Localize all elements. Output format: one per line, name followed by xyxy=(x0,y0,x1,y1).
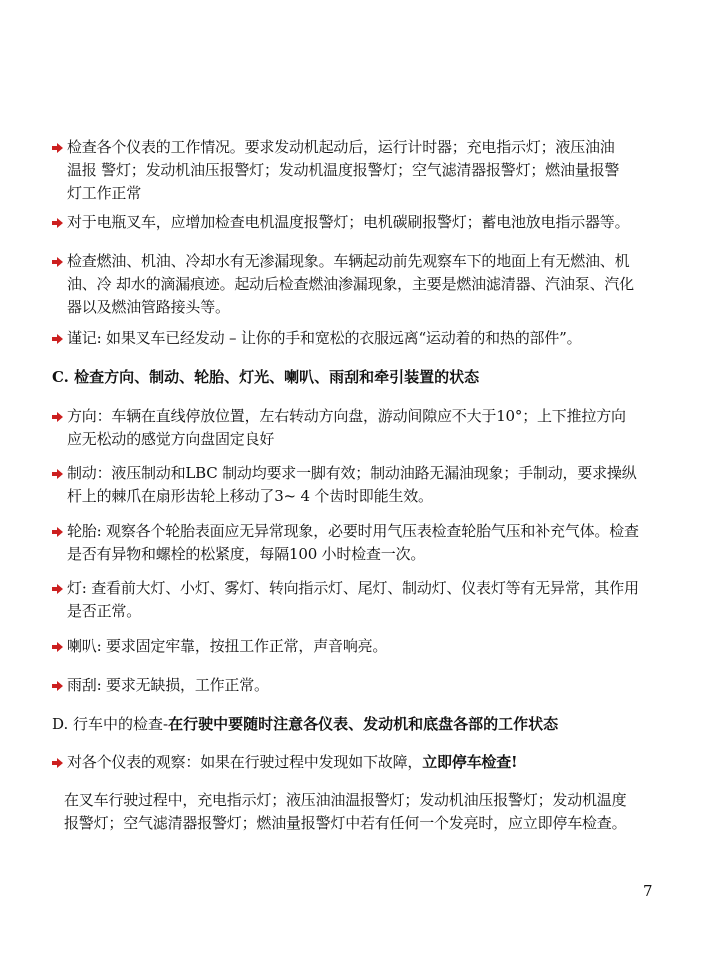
item-line: 谨记: 如果叉车已经发动 – 让你的手和宽松的衣服远离“运动着的和热的部件”。 xyxy=(67,329,582,347)
list-item xyxy=(52,635,692,658)
item-line: 制动：液压制动和LBC 制动均要求一脚有效；制动油路无漏油现象；手制动，要求操纵 xyxy=(67,464,637,482)
red-arrow-bullet-icon xyxy=(52,681,63,691)
item-line: 喇叭: 要求固定牢靠，按扭工作正常，声音响亮。 xyxy=(67,637,388,655)
item-line: 轮胎: 观察各个轮胎表面应无异常现象，必要时用气压表检查轮胎气压和补充气体。检查 xyxy=(67,522,639,540)
red-arrow-bullet-icon xyxy=(52,218,63,228)
paragraph xyxy=(64,789,684,835)
item-line: 对于电瓶叉车，应增加检查电机温度报警灯；电机碳刷报警灯；蓄电池放电指示器等。 xyxy=(67,213,630,231)
item-line: 应无松动的感觉方向盘固定良好 xyxy=(67,430,275,448)
red-arrow-bullet-icon xyxy=(52,334,63,344)
list-item xyxy=(52,577,692,623)
red-arrow-bullet-icon xyxy=(52,412,63,422)
section-c-heading: C. 检查方向、制动、轮胎、灯光、喇叭、雨刮和牵引装置的状态 xyxy=(52,368,480,386)
item-line: 灯工作正常 xyxy=(67,184,142,202)
item-line: 杆上的棘爪在扇形齿轮上移动了3~ 4 个齿时即能生效。 xyxy=(67,487,433,505)
item-line: 灯: 查看前大灯、小灯、雾灯、转向指示灯、尾灯、制动灯、仪表灯等有无异常，其作用 xyxy=(67,579,639,597)
item-line: 是否有异物和螺栓的松紧度，每隔100 小时检查一次。 xyxy=(67,545,426,563)
section-d-title: 在行驶中要随时注意各仪表、发动机和底盘各部的工作状态 xyxy=(168,715,559,733)
red-arrow-bullet-icon xyxy=(52,469,63,479)
item-line: 温报 警灯；发动机油压报警灯；发动机温度报警灯；空气滤清器报警灯；燃油量报警 xyxy=(67,161,620,179)
list-item xyxy=(52,674,692,697)
page-number: 7 xyxy=(643,882,653,900)
list-item xyxy=(52,405,692,451)
list-item xyxy=(52,136,692,205)
item-line: 是否正常。 xyxy=(67,602,142,620)
item-line: 雨刮: 要求无缺损，工作正常。 xyxy=(67,676,269,694)
list-item xyxy=(52,462,692,508)
item-d-text: 对各个仪表的观察：如果在行驶过程中发现如下故障， xyxy=(67,753,423,771)
item-d-bold: 立即停车检查! xyxy=(422,753,518,771)
item-line: 器以及燃油管路接头等。 xyxy=(67,298,230,316)
item-line: 油、冷 却水的滴漏痕迹。起动后检查燃油渗漏现象，主要是燃油滤清器、汽油泵、汽化 xyxy=(67,275,634,293)
red-arrow-bullet-icon xyxy=(52,527,63,537)
list-item xyxy=(52,327,692,350)
item-line xyxy=(67,751,692,774)
section-d-heading xyxy=(52,713,692,736)
item-line: 检查燃油、机油、冷却水有无渗漏现象。车辆起动前先观察车下的地面上有无燃油、机 xyxy=(67,252,630,270)
list-item xyxy=(52,520,692,566)
paragraph-line: 在叉车行驶过程中，充电指示灯；液压油油温报警灯；发动机油压报警灯；发动机温度 xyxy=(64,791,627,809)
item-line: 检查各个仪表的工作情况。要求发动机起动后，运行计时器；充电指示灯；液压油油 xyxy=(67,138,615,156)
red-arrow-bullet-icon xyxy=(52,257,63,267)
item-line: 方向：车辆在直线停放位置，左右转动方向盘，游动间隙应不大于10°；上下推拉方向 xyxy=(67,407,626,425)
red-arrow-bullet-icon xyxy=(52,584,63,594)
paragraph-line: 报警灯；空气滤清器报警灯；燃油量报警灯中若有任何一个发亮时，应立即停车检查。 xyxy=(64,814,627,832)
red-arrow-bullet-icon xyxy=(52,758,63,768)
list-item xyxy=(52,250,692,319)
list-item xyxy=(52,751,692,774)
red-arrow-bullet-icon xyxy=(52,143,63,153)
list-item xyxy=(52,211,692,234)
section-d-prefix: D. 行车中的检查- xyxy=(52,715,169,733)
red-arrow-bullet-icon xyxy=(52,642,63,652)
